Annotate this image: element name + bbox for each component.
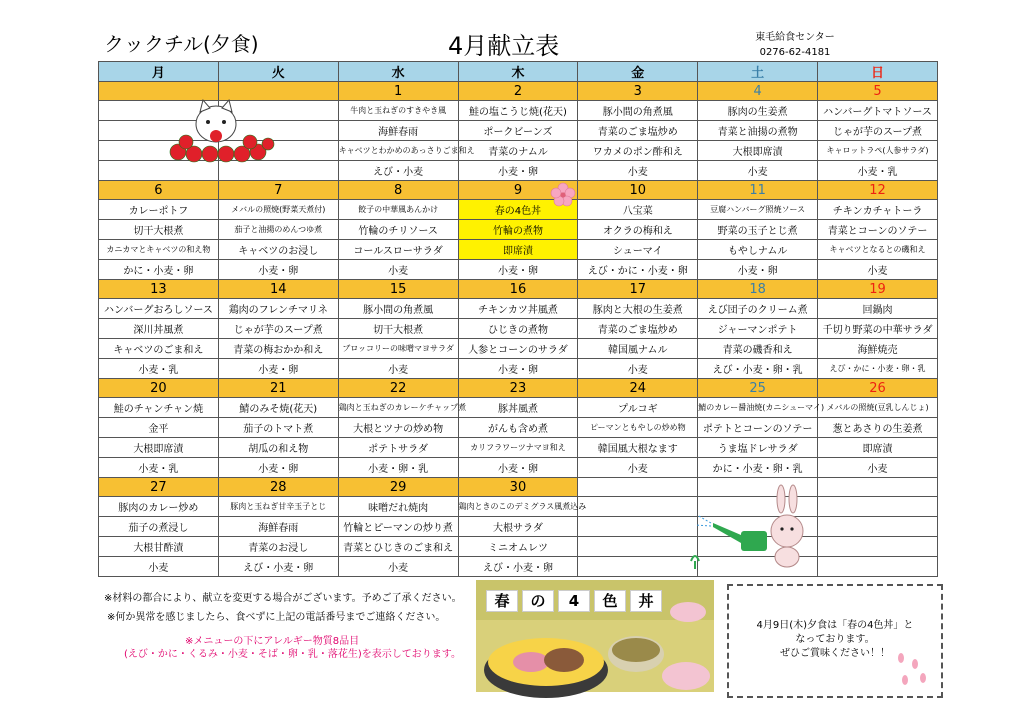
menu-item: 大根即席漬 — [698, 141, 818, 161]
date-row — [99, 181, 938, 200]
menu-item: もやしナムル — [698, 240, 818, 260]
date-cell: 19 — [818, 280, 938, 299]
allergen-cell: 小麦 — [338, 359, 458, 379]
allergen-row — [99, 359, 938, 379]
menu-item: キャベツのごま和え — [99, 339, 219, 359]
menu-item — [818, 537, 938, 557]
caption-char: の — [522, 590, 554, 612]
menu-item: 即席漬 — [818, 438, 938, 458]
menu-item: メバルの照焼(豆乳しんじょ) — [818, 398, 938, 418]
allergen-cell: 小麦・卵・乳 — [338, 458, 458, 478]
date-cell: 15 — [338, 280, 458, 299]
allergen-cell: 小麦・乳 — [99, 359, 219, 379]
date-cell: 27 — [99, 478, 219, 497]
allergen-cell: 小麦 — [338, 557, 458, 577]
menu-item: 味噌だれ焼肉 — [338, 497, 458, 517]
date-cell: 1 — [338, 82, 458, 101]
caption-char: 春 — [486, 590, 518, 612]
menu-item: 豆腐ハンバーグ照焼ソース — [698, 200, 818, 220]
menu-item: 野菜の玉子とじ煮 — [698, 220, 818, 240]
menu-item: 葱とあさりの生姜煮 — [818, 418, 938, 438]
allergen-cell: 小麦 — [698, 161, 818, 181]
day-header: 日 — [818, 62, 938, 82]
menu-item: 豚肉と大根の生姜煮 — [578, 299, 698, 319]
menu-row — [99, 299, 938, 319]
date-cell: 6 — [99, 181, 219, 200]
title-left: クックチル(夕食) — [104, 32, 259, 56]
menu-item: メバルの照焼(野菜天煮付) — [218, 200, 338, 220]
menu-item: ポークビーンズ — [458, 121, 578, 141]
menu-item: えび団子のクリーム煮 — [698, 299, 818, 319]
menu-item: 豚小間の角煮風 — [578, 101, 698, 121]
menu-item: ハンバーグトマトソース — [818, 101, 938, 121]
menu-item: 竹輪の煮物 — [458, 220, 578, 240]
menu-item: 豚小間の角煮風 — [338, 299, 458, 319]
caption-char: 丼 — [630, 590, 662, 612]
menu-item: 茄子のトマト煮 — [218, 418, 338, 438]
day-header: 火 — [218, 62, 338, 82]
date-cell: 14 — [218, 280, 338, 299]
allergen-cell: 小麦・卵 — [218, 458, 338, 478]
allergy-note-1: ※メニューの下にアレルギー物質8品目 — [185, 636, 360, 647]
day-header-row — [99, 62, 938, 82]
menu-item: 海鮮焼売 — [818, 339, 938, 359]
date-cell: 5 — [818, 82, 938, 101]
page-title: 4月献立表 — [448, 32, 560, 60]
menu-item — [818, 517, 938, 537]
menu-item: 鶏肉のフレンチマリネ — [218, 299, 338, 319]
menu-item: じゃが芋のスープ煮 — [218, 319, 338, 339]
menu-item: ミニオムレツ — [458, 537, 578, 557]
menu-item: ピーマンともやしの炒め物 — [578, 418, 698, 438]
menu-item: 胡瓜の和え物 — [218, 438, 338, 458]
cherry-blossom-icon — [548, 180, 578, 210]
date-cell: 13 — [99, 280, 219, 299]
date-cell: 9 — [458, 181, 578, 200]
date-cell: 7 — [218, 181, 338, 200]
date-cell: 11 — [698, 181, 818, 200]
date-cell: 26 — [818, 379, 938, 398]
day-header: 木 — [458, 62, 578, 82]
day-header: 土 — [698, 62, 818, 82]
date-cell: 4 — [698, 82, 818, 101]
allergen-cell: えび・かに・小麦・卵・乳 — [818, 359, 938, 379]
menu-item: 青菜の磯香和え — [698, 339, 818, 359]
day-header: 金 — [578, 62, 698, 82]
date-cell: 20 — [99, 379, 219, 398]
allergen-cell: えび・小麦・卵・乳 — [698, 359, 818, 379]
phone-number: 0276-62-4181 — [759, 47, 831, 58]
menu-item: 青菜のごま塩炒め — [578, 319, 698, 339]
allergen-cell: かに・小麦・卵・乳 — [698, 458, 818, 478]
menu-item: 鶏肉ときのこのデミグラス風煮込み — [458, 497, 578, 517]
note-contact: ※何か異常を感じましたら、食べずに上記の電話番号までご連絡ください。 — [107, 612, 446, 623]
date-cell: 29 — [338, 478, 458, 497]
date-cell: 22 — [338, 379, 458, 398]
announcement-line3: ぜひご賞味ください！！ — [780, 648, 890, 659]
allergen-cell: 小麦 — [578, 161, 698, 181]
menu-item: 人参とコーンのサラダ — [458, 339, 578, 359]
allergen-cell: えび・小麦・卵 — [458, 557, 578, 577]
menu-row — [99, 418, 938, 438]
menu-item: 茄子の煮浸し — [99, 517, 219, 537]
menu-item: 青菜のナムル — [458, 141, 578, 161]
menu-row — [99, 220, 938, 240]
menu-item: 即席漬 — [458, 240, 578, 260]
menu-item: 青菜とコーンのソテー — [818, 220, 938, 240]
menu-item — [818, 497, 938, 517]
allergen-cell: 小麦・乳 — [99, 458, 219, 478]
allergen-cell: 小麦 — [578, 359, 698, 379]
menu-item: 豚肉の生姜煮 — [698, 101, 818, 121]
menu-item: 豚肉のカレー炒め — [99, 497, 219, 517]
menu-item — [578, 537, 698, 557]
menu-item: 大根とツナの炒め物 — [338, 418, 458, 438]
menu-item: ポテトとコーンのソテー — [698, 418, 818, 438]
announcement-line2: なっております。 — [795, 634, 875, 645]
menu-item: 大根甘酢漬 — [99, 537, 219, 557]
menu-item: ポテトサラダ — [338, 438, 458, 458]
date-cell: 30 — [458, 478, 578, 497]
menu-item: 海鮮春雨 — [338, 121, 458, 141]
center-name: 東毛給食センター — [755, 32, 835, 43]
allergen-cell: 小麦 — [818, 260, 938, 280]
menu-row — [99, 240, 938, 260]
menu-item: ハンバーグおろしソース — [99, 299, 219, 319]
date-cell: 24 — [578, 379, 698, 398]
menu-item: 鮭のチャンチャン焼 — [99, 398, 219, 418]
menu-row — [99, 200, 938, 220]
menu-item: 切干大根煮 — [338, 319, 458, 339]
menu-row — [99, 438, 938, 458]
allergen-cell: 小麦 — [338, 260, 458, 280]
date-cell: 2 — [458, 82, 578, 101]
menu-row — [99, 319, 938, 339]
menu-item: プルコギ — [578, 398, 698, 418]
menu-item: キャベツのお浸し — [218, 240, 338, 260]
menu-item: 青菜とひじきのごま和え — [338, 537, 458, 557]
menu-item: 海鮮春雨 — [218, 517, 338, 537]
allergen-cell: 小麦 — [99, 557, 219, 577]
spring-bowl-photo — [476, 580, 714, 692]
menu-item: 竹輪とピーマンの炒り煮 — [338, 517, 458, 537]
date-cell — [578, 478, 698, 497]
menu-item: うま塩ドレサラダ — [698, 438, 818, 458]
allergy-note-2: (えび・かに・くるみ・小麦・そば・卵・乳・落花生)を表示しております。 — [124, 649, 462, 660]
allergen-cell: 小麦 — [578, 458, 698, 478]
allergen-cell: 小麦・卵 — [458, 359, 578, 379]
date-cell: 16 — [458, 280, 578, 299]
menu-item: じゃが芋のスープ煮 — [818, 121, 938, 141]
menu-item: がんも含め煮 — [458, 418, 578, 438]
allergen-row — [99, 260, 938, 280]
menu-item: 大根サラダ — [458, 517, 578, 537]
allergen-cell: かに・小麦・卵 — [99, 260, 219, 280]
date-cell: 3 — [578, 82, 698, 101]
menu-item: 韓国風ナムル — [578, 339, 698, 359]
menu-item: ワカメのポン酢和え — [578, 141, 698, 161]
allergen-cell: 小麦 — [818, 458, 938, 478]
allergen-cell — [578, 557, 698, 577]
menu-item: 青菜の梅おかか和え — [218, 339, 338, 359]
menu-item: 深川丼風煮 — [99, 319, 219, 339]
menu-row — [99, 398, 938, 418]
menu-item: 鯖のカレー醤油焼(カニシューマイ) — [698, 398, 818, 418]
allergen-cell: 小麦・卵 — [458, 260, 578, 280]
menu-item: カレーポトフ — [99, 200, 219, 220]
petals-icon — [893, 650, 933, 690]
menu-item: カリフラワーツナマヨ和え — [458, 438, 578, 458]
caption-char: 4 — [558, 590, 590, 612]
menu-item: 八宝菜 — [578, 200, 698, 220]
date-cell: 21 — [218, 379, 338, 398]
menu-item: 青菜と油揚の煮物 — [698, 121, 818, 141]
date-cell — [818, 478, 938, 497]
menu-item: 春の4色丼 — [458, 200, 578, 220]
allergen-cell: 小麦・卵 — [698, 260, 818, 280]
date-row — [99, 280, 938, 299]
allergen-row — [99, 458, 938, 478]
date-row — [99, 379, 938, 398]
menu-item: 豚丼風煮 — [458, 398, 578, 418]
menu-item: 茄子と油揚のめんつゆ煮 — [218, 220, 338, 240]
menu-item: カニカマとキャベツの和え物 — [99, 240, 219, 260]
announcement-box — [727, 584, 943, 698]
allergen-cell: えび・小麦・卵 — [218, 557, 338, 577]
center-info — [740, 30, 850, 60]
day-header: 月 — [99, 62, 219, 82]
bunny-watering-can-icon — [683, 485, 813, 570]
menu-item: 鮭の塩こうじ焼(花天) — [458, 101, 578, 121]
date-cell: 28 — [218, 478, 338, 497]
menu-item: 牛肉と玉ねぎのすきやき風 — [338, 101, 458, 121]
menu-item: 鶏肉と玉ねぎのカレーケチャップ煮 — [338, 398, 458, 418]
note-change: ※材料の都合により、献立を変更する場合がございます。予めご了承ください。 — [104, 593, 462, 604]
menu-item: キャベツとわかめのあっさりごま和え — [338, 141, 458, 161]
menu-item: キャベツとなるとの磯和え — [818, 240, 938, 260]
announcement-line1: 4月9日(木)夕食は「春の4色丼」と — [756, 620, 914, 631]
menu-item: 千切り野菜の中華サラダ — [818, 319, 938, 339]
menu-item: ジャーマンポテト — [698, 319, 818, 339]
menu-item: オクラの梅和え — [578, 220, 698, 240]
date-cell: 18 — [698, 280, 818, 299]
menu-item: チキンカチャトーラ — [818, 200, 938, 220]
menu-item: チキンカツ丼風煮 — [458, 299, 578, 319]
menu-item: 切干大根煮 — [99, 220, 219, 240]
allergen-cell: 小麦・卵 — [218, 359, 338, 379]
allergen-cell — [818, 557, 938, 577]
menu-item: 豚肉と玉ねぎ甘辛玉子とじ — [218, 497, 338, 517]
date-cell: 12 — [818, 181, 938, 200]
menu-item: 回鍋肉 — [818, 299, 938, 319]
allergen-cell: 小麦・卵 — [458, 161, 578, 181]
allergen-cell: えび・かに・小麦・卵 — [578, 260, 698, 280]
caption-char: 色 — [594, 590, 626, 612]
menu-item — [578, 497, 698, 517]
menu-item: 餃子の中華風あんかけ — [338, 200, 458, 220]
menu-item: キャロットラペ(人参サラダ) — [818, 141, 938, 161]
menu-item: コールスローサラダ — [338, 240, 458, 260]
menu-item: 韓国風大根なます — [578, 438, 698, 458]
menu-item: シューマイ — [578, 240, 698, 260]
menu-item: 大根即席漬 — [99, 438, 219, 458]
menu-item: ブロッコリーの味噌マヨサラダ — [338, 339, 458, 359]
menu-item: 鯖のみそ焼(花天) — [218, 398, 338, 418]
allergen-cell: 小麦・卵 — [458, 458, 578, 478]
photo-caption — [486, 590, 662, 612]
menu-row — [99, 339, 938, 359]
menu-item: 青菜のごま塩炒め — [578, 121, 698, 141]
menu-item: 竹輪のチリソース — [338, 220, 458, 240]
menu-item: 金平 — [99, 418, 219, 438]
menu-item: 青菜のお浸し — [218, 537, 338, 557]
date-cell: 25 — [698, 379, 818, 398]
allergen-cell: 小麦・乳 — [818, 161, 938, 181]
menu-item: ひじきの煮物 — [458, 319, 578, 339]
date-cell: 8 — [338, 181, 458, 200]
date-cell: 23 — [458, 379, 578, 398]
day-header: 水 — [338, 62, 458, 82]
allergen-cell: えび・小麦 — [338, 161, 458, 181]
cat-strawberry-icon — [150, 96, 280, 164]
allergen-cell: 小麦・卵 — [218, 260, 338, 280]
date-cell: 10 — [578, 181, 698, 200]
menu-item — [578, 517, 698, 537]
date-cell: 17 — [578, 280, 698, 299]
